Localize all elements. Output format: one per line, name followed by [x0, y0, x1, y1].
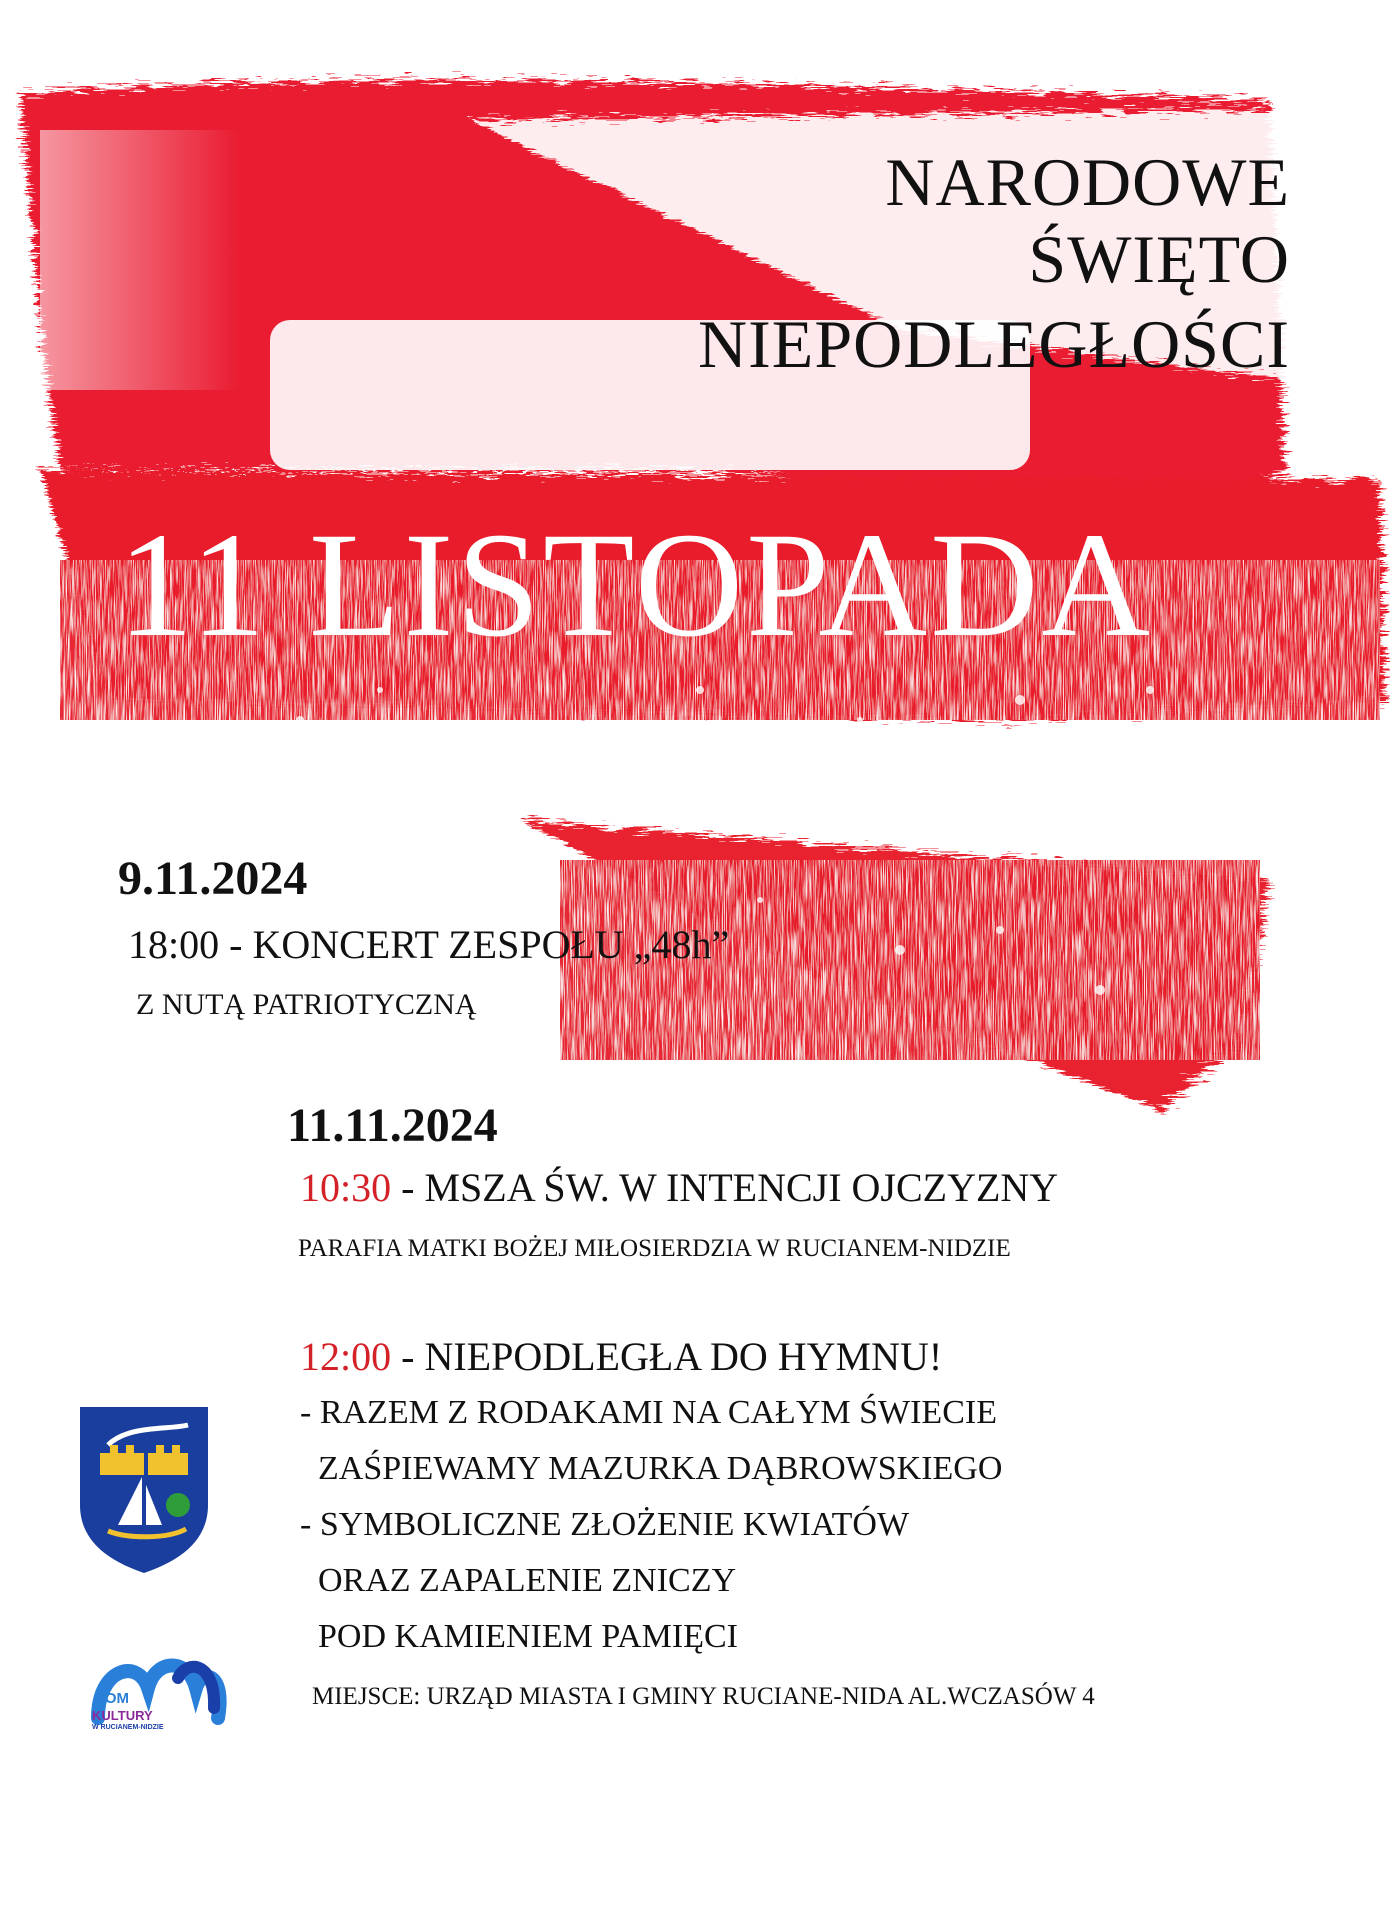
day2-item-5: POD KAMIENIEM PAMIĘCI	[318, 1618, 738, 1655]
day1-event-time: 18:00	[128, 922, 220, 967]
title-line-1: NARODOWE	[885, 144, 1290, 220]
day1-event-text: - KONCERT ZESPOŁU „48h”	[219, 922, 730, 967]
title-line-3: NIEPODLEGŁOŚCI	[698, 306, 1290, 382]
event-location: MIEJSCE: URZĄD MIASTA I GMINY RUCIANE-NIDA AL.WCZASÓW 4	[312, 1683, 1095, 1710]
culture-house-logo	[88, 1648, 228, 1748]
culture-house-line2: KULTURY	[92, 1708, 153, 1723]
day2-item-1: - RAZEM Z RODAKAMI NA CAŁYM ŚWIECIE	[300, 1394, 997, 1431]
day2-item-2: ZAŚPIEWAMY MAZURKA DĄBROWSKIEGO	[318, 1450, 1003, 1487]
day1-date: 9.11.2024	[118, 852, 308, 905]
day2-event1-place: PARAFIA MATKI BOŻEJ MIŁOSIERDZIA W RUCIANEM-NIDZIE	[298, 1235, 1011, 1262]
day2-item-4: ORAZ ZAPALENIE ZNICZY	[318, 1562, 737, 1599]
day2-event1-time: 10:30	[300, 1165, 392, 1210]
day2-item-3: - SYMBOLICZNE ZŁOŻENIE KWIATÓW	[300, 1506, 910, 1543]
day2-event1-text: - MSZA ŚW. W INTENCJI OJCZYZNY	[391, 1165, 1059, 1210]
coat-of-arms-icon	[78, 1405, 210, 1575]
day2-event2-time: 12:00	[300, 1334, 392, 1379]
day1-subtitle: Z NUTĄ PATRIOTYCZNĄ	[136, 988, 477, 1021]
day2-event2	[300, 1334, 943, 1379]
headline-date: 11 LISTOPADA	[118, 502, 1153, 668]
culture-house-line1: DOM	[94, 1690, 129, 1707]
culture-house-line3: W RUCIANEM-NIDZIE	[92, 1724, 164, 1731]
day2-date: 11.11.2024	[287, 1099, 498, 1152]
title-line-2: ŚWIĘTO	[1028, 221, 1290, 297]
day2-event2-text: - NIEPODLEGŁA DO HYMNU!	[391, 1334, 943, 1379]
day1-event	[128, 922, 730, 967]
day2-event1	[300, 1165, 1059, 1210]
